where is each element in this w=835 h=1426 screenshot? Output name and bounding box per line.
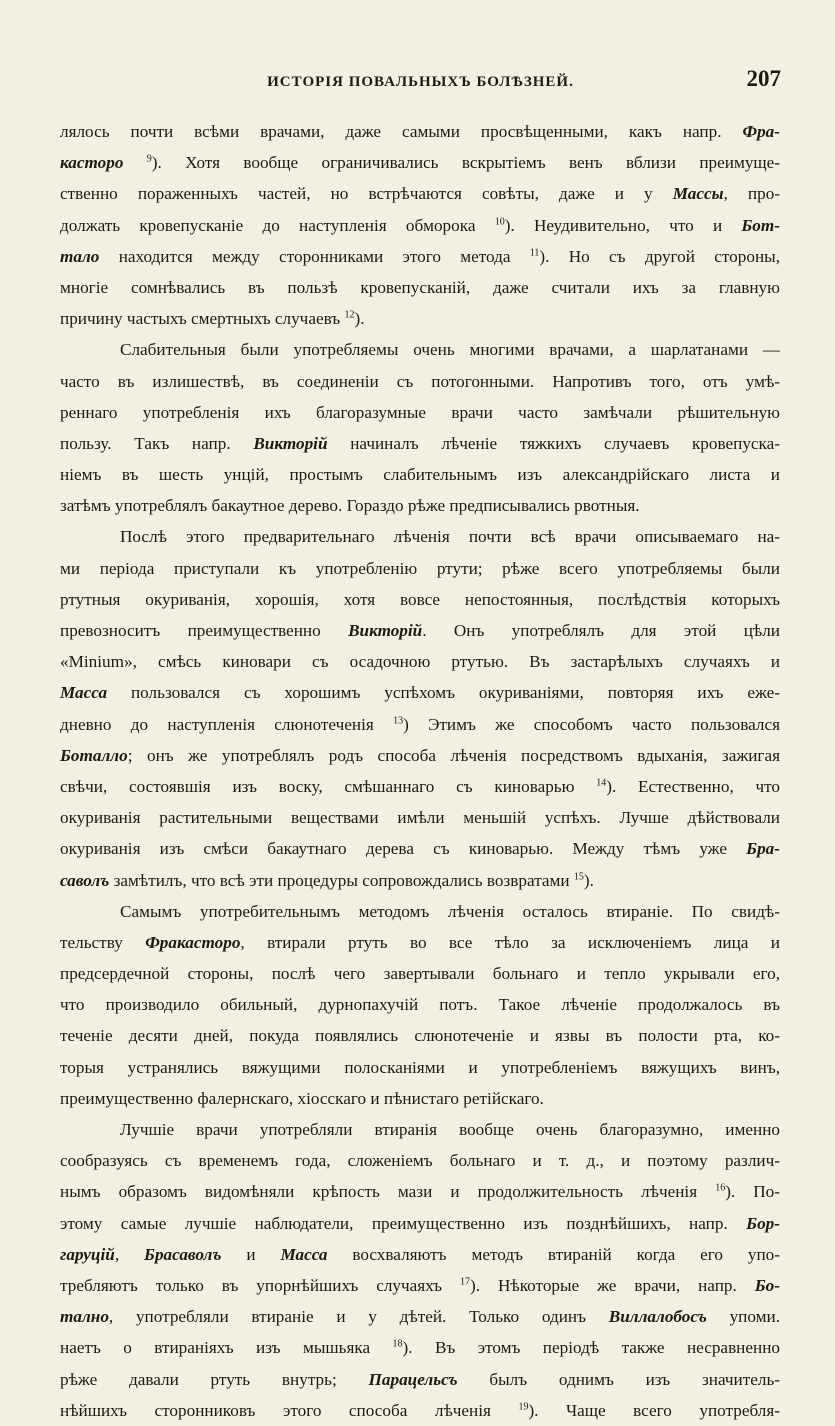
- text-line: причину частыхъ смертныхъ случаевъ $^{12}$).: [60, 309, 365, 329]
- footnote-ref: 9: [146, 153, 152, 165]
- footnote-ref: 16: [715, 1182, 726, 1194]
- text-line: торыя устранялись вяжущими полосканіями и употребленіемъ вяжущихъ винъ,: [60, 1057, 780, 1077]
- footnote-ref: 10: [494, 215, 505, 227]
- footnote-ref: 17: [459, 1276, 470, 1288]
- text-line: часто въ излишествѣ, въ соединеніи съ потогонными. Напротивъ того, отъ умѣ-: [60, 371, 780, 391]
- body-text: [60, 116, 780, 1426]
- person-name: Парацельсъ: [368, 1369, 458, 1389]
- text-line: Слабительныя были употребляемы очень многими врачами, а шарлатанами —: [120, 340, 780, 360]
- text-line: многіе сомнѣвались въ пользѣ кровепусканій, даже считали ихъ за главную: [60, 277, 780, 297]
- footnote-ref: 13: [393, 714, 404, 726]
- text-line: теченіе десяти дней, покуда появлялись слюнотеченіе и язвы въ полости рта, ко-: [60, 1026, 780, 1046]
- text-line: рѣже давали ртуть внутрь; Парацельсъ былъ однимъ изъ значитель-: [60, 1369, 781, 1389]
- person-name: Бор-: [746, 1213, 780, 1233]
- text-line: касторо $^9$). Хотя вообще ограничивались вскрытіемъ венъ вблизи преимуще-: [60, 153, 781, 173]
- text-line: окуриванія изъ смѣси бакаутнаго дерева съ киноварью. Между тѣмъ уже Бра-: [60, 839, 780, 859]
- person-name: Бо-: [754, 1275, 780, 1295]
- footnote-ref: 18: [392, 1338, 403, 1350]
- person-name: Масса: [60, 683, 108, 703]
- text-line: преимущественно фалернскаго, хіосскаго и пѣнистаго ретійскаго.: [60, 1088, 544, 1108]
- text-line: ми періода приступали къ употребленію ртути; рѣже всего употребляемы были: [60, 558, 780, 578]
- text-line: превозноситъ преимущественно Викторій. Онъ употреблялъ для этой цѣли: [60, 621, 780, 640]
- text-line: Масса пользовался съ хорошимъ успѣхомъ окуриваніями, повторяя ихъ еже-: [60, 683, 780, 703]
- person-name: Масса: [280, 1244, 328, 1264]
- text-line: лялось почти всѣми врачами, даже самыми просвѣщенными, какъ напр. Фра-: [60, 122, 780, 141]
- person-name: Фракасторо: [145, 932, 241, 952]
- text-line: «Minium», смѣсь киновари съ осадочною ртутью. Въ застарѣлыхъ случаяхъ и: [60, 652, 780, 672]
- text-line: саволъ замѣтилъ, что всѣ эти процедуры сопровождались возвратами $^{15}$).: [60, 870, 594, 890]
- text-line: ртутныя окуриванія, хорошія, хотя вовсе непостоянныя, послѣдствія которыхъ: [60, 589, 780, 609]
- page-number: 207: [746, 66, 781, 91]
- footnote-ref: 14: [596, 777, 607, 789]
- text-line: ственно пораженныхъ частей, но встрѣчаются совѣты, даже и у Массы, про-: [60, 184, 781, 204]
- person-name: Массы: [672, 184, 724, 204]
- text-line: предсердечной стороны, послѣ чего завертывали больнаго и тепло укрывали его,: [60, 964, 780, 984]
- person-name: Викторій: [253, 433, 328, 453]
- person-name: Фра-: [742, 122, 780, 141]
- running-title: ИСТОРІЯ ПОВАЛЬНЫХЪ БОЛѢЗНЕЙ.: [267, 74, 574, 90]
- person-name: Бра-: [746, 839, 780, 859]
- person-name: Боталло: [60, 745, 128, 765]
- text-line: тельству Фракасторо, втирали ртуть во все тѣло за исключеніемъ лица и: [60, 932, 780, 952]
- text-line: Послѣ этого предварительнаго лѣченія почти всѣ врачи описываемаго на-: [120, 527, 780, 547]
- person-name: тално: [60, 1307, 109, 1327]
- text-line: сообразуясь съ временемъ года, сложеніемъ больнаго и т. д., и поэтому различ-: [60, 1151, 780, 1171]
- text-line: наетъ о втираніяхъ изъ мышьяка $^{18}$). Въ этомъ періодѣ также несравненно: [60, 1338, 780, 1358]
- text-line: реннаго употребленія ихъ благоразумные врачи часто замѣчали рѣшительную: [60, 402, 780, 422]
- person-name: гаруцій: [60, 1244, 115, 1264]
- text-line: Боталло; онъ же употреблялъ родъ способа лѣченія посредствомъ вдыханія, зажигая: [60, 745, 780, 765]
- text-line: затѣмъ употреблялъ бакаутное дерево. Гораздо рѣже предписывались рвотныя.: [60, 496, 640, 516]
- person-name: Викторій: [348, 621, 423, 640]
- person-name: касторо: [60, 153, 124, 173]
- text-line: этому самые лучшіе наблюдатели, преимущественно изъ позднѣйшихъ, напр. Бор-: [60, 1213, 780, 1233]
- person-name: саволъ: [60, 870, 110, 890]
- text-line: что производило обильный, дурнопахучій потъ. Такое лѣченіе продолжалось въ: [60, 995, 780, 1015]
- footnote-ref: 12: [344, 309, 355, 321]
- text-line: пользу. Такъ напр. Викторій начиналъ лѣченіе тяжкихъ случаевъ кровепуска-: [60, 433, 780, 453]
- text-line: ніемъ въ шесть унцій, простымъ слабительнымъ изъ александрійскаго листа и: [60, 465, 780, 485]
- text-line: нѣйшихъ сторонниковъ этого способа лѣченія $^{19}$). Чаще всего употребля-: [60, 1400, 780, 1420]
- text-line: нымъ образомъ видомѣняли крѣпость мази и продолжительность лѣченія $^{16}$). По-: [60, 1182, 780, 1202]
- text-line: окуриванія растительными веществами имѣли меньшій успѣхъ. Лучше дѣйствовали: [60, 808, 780, 828]
- footnote-ref: 15: [573, 870, 584, 882]
- person-name: Брасаволъ: [144, 1244, 222, 1264]
- text-line: требляютъ только въ упорнѣйшихъ случаяхъ $^{17}$). Нѣкоторые же врачи, напр. Бо-: [60, 1275, 780, 1295]
- text-line: дневно до наступленія слюнотеченія $^{13}$) Этимъ же способомъ часто пользовался: [60, 714, 780, 734]
- footnote-ref: 19: [518, 1400, 529, 1412]
- person-name: Бот-: [741, 215, 780, 235]
- text-line: тало находится между сторонниками этого метода $^{11}$). Но съ другой стороны,: [60, 246, 780, 266]
- person-name: тало: [60, 246, 100, 266]
- text-line: Лучшіе врачи употребляли втиранія вообще очень благоразумно, именно: [120, 1120, 780, 1139]
- page-header: [60, 66, 781, 98]
- text-line: Самымъ употребительнымъ методомъ лѣченія осталось втираніе. По свидѣ-: [120, 901, 780, 921]
- text-line: свѣчи, состоявшія изъ воску, смѣшаннаго съ киноварью $^{14}$). Естественно, что: [60, 776, 780, 796]
- text-line: тално, употребляли втираніе и у дѣтей. Только одинъ Виллалобосъ упоми.: [60, 1307, 780, 1327]
- footnote-ref: 11: [529, 247, 540, 259]
- text-line: должать кровепусканіе до наступленія обморока $^{10}$). Неудивительно, что и Бот-: [60, 215, 780, 235]
- person-name: Виллалобосъ: [608, 1307, 707, 1327]
- text-line: гаруцій, Брасаволъ и Масса восхваляютъ методъ втираній когда его упо-: [60, 1244, 780, 1264]
